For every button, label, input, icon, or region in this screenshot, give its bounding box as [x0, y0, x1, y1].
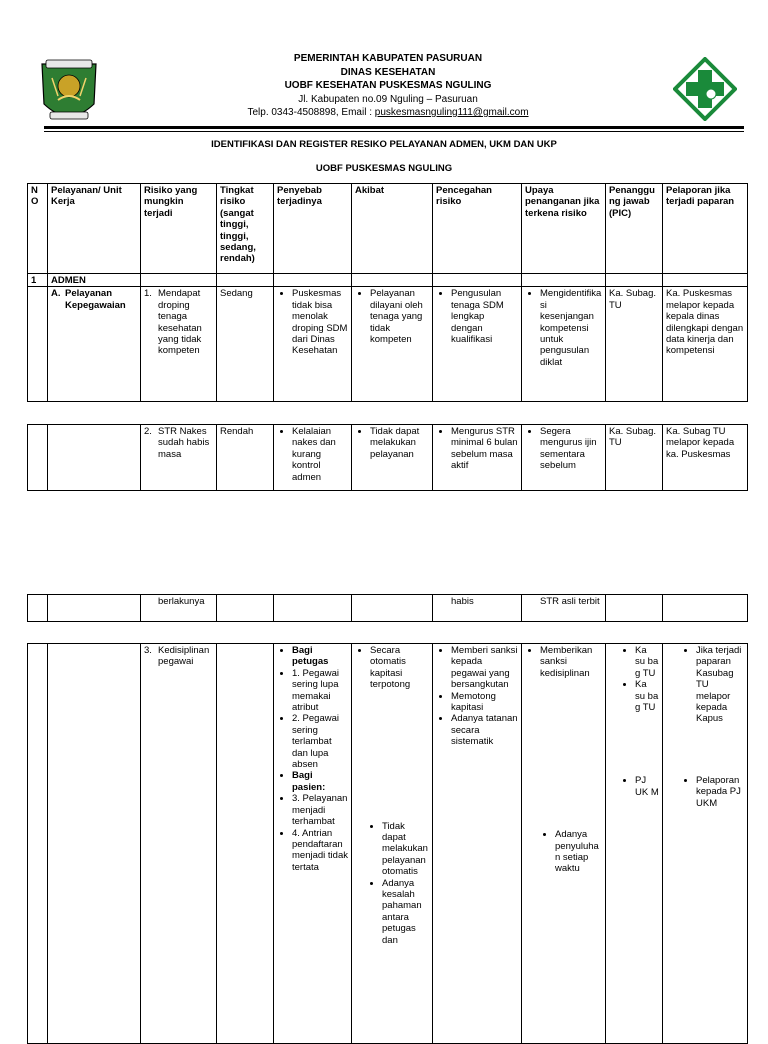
document-title: IDENTIFIKASI DAN REGISTER RESIKO PELAYANAN ADMEN, UKM DAN UKP [211, 139, 557, 150]
col-header-risk: Risiko yang mungkin terjadi [141, 184, 217, 274]
prevention-item: • Adanya tatanan secara sistematik [451, 713, 518, 747]
cause-item: • 1. Pegawai sering lupa memakai atribut [292, 668, 348, 714]
handling-cell [522, 287, 606, 402]
handling-item: • Adanya penyuluhan setiap waktu [555, 829, 602, 875]
unit-name: Pelayanan Kepegawaian [65, 288, 126, 311]
handling-cell-cont [522, 595, 606, 622]
address: Jl. Kabupaten no.09 Nguling – Pasuruan [298, 93, 478, 105]
pic-cell: Ka. Subag. TU [606, 287, 663, 402]
col-header-no: N O [28, 184, 48, 274]
col-header-effect: Akibat [352, 184, 433, 274]
prevention-cell [433, 644, 522, 1044]
cause-heading-staff: • Bagi petugas [292, 645, 348, 668]
handling-cell [522, 425, 606, 491]
prevention-text-cont: habis [451, 596, 474, 607]
pic-item: • Ka su ba g TU [635, 645, 659, 679]
cause-item: • 3. Pelayanan menjadi terhambat [292, 793, 348, 827]
cause-item: • Kelalaian nakes dan kurang kontrol admen [292, 426, 348, 483]
table-row [28, 644, 748, 1044]
cause-cell [274, 287, 352, 402]
col-header-level: Tingkat risiko (sangat tinggi, tinggi, sedang, rendah) [217, 184, 274, 274]
pic-item: • Ka su ba g TU [635, 679, 659, 713]
letterhead-text [200, 52, 576, 120]
unit-marker: A. [51, 288, 61, 300]
prevention-item: • Memotong kapitasi [451, 691, 518, 714]
col-header-handling: Upaya penanganan jika terkena risiko [522, 184, 606, 274]
col-header-unit: Pelayanan/ Unit Kerja [48, 184, 141, 274]
gov-name: PEMERINTAH KABUPATEN PASURUAN [293, 53, 483, 64]
prevention-item: • Pengusulan tenaga SDM lengkap dengan kualifikasi [451, 288, 518, 345]
risk-number: 2. [144, 426, 152, 437]
report-cell: Ka. Puskesmas melapor kepada kepala dinas dilengkapi dengan data kinerja dan kompetensi [663, 287, 748, 402]
dept-name: DINAS KESEHATAN [340, 66, 436, 78]
risk-text-cont: berlakunya [158, 596, 205, 607]
report-item: • Jika terjadi paparan Kasubag TU melapor kepada Kapus [696, 645, 744, 725]
prevention-cell [433, 287, 522, 402]
prevention-cell [433, 425, 522, 491]
section-no: 1 [28, 274, 48, 287]
risk-cell [141, 425, 217, 491]
cause-item: • 4. Antrian pendaftaran menjadi tidak tertata [292, 828, 348, 874]
effect-item: • Pelayanan dilayani oleh tenaga yang tidak kompeten [370, 288, 429, 345]
cause-item: • Puskesmas tidak bisa menolak droping SDM dari Dinas Kesehatan [292, 288, 348, 356]
letterhead [0, 0, 768, 130]
regency-crest-icon [38, 56, 100, 128]
report-item: • Pelaporan kepada PJ UKM [696, 775, 744, 809]
effect-item: • Tidak dapat melakukan pelayanan [370, 426, 429, 460]
risk-number: 3. [144, 645, 152, 656]
risk-register-table-1 [27, 183, 748, 402]
pic-item: • PJ UK M [635, 775, 659, 798]
table-row [28, 595, 748, 622]
contact-prefix: Telp. 0343-4508898, Email : [247, 107, 375, 118]
risk-cell [141, 644, 217, 1044]
effect-cell [352, 644, 433, 1044]
risk-cell [141, 287, 217, 402]
handling-item: • Segera mengurus ijin sementara sebelum [540, 426, 602, 472]
email-link[interactable]: puskesmasnguling111@gmail.com [374, 107, 529, 118]
level-cell: Sedang [217, 287, 274, 402]
col-header-cause: Penyebab terjadinya [274, 184, 352, 274]
handling-item: • Memberikan sanksi kedisiplinan [540, 645, 602, 679]
prevention-item: • Memberi sanksi kepada pegawai yang bersangkutan [451, 645, 518, 691]
col-header-prevention: Pencegahan risiko [433, 184, 522, 274]
col-header-report: Pelaporan jika terjadi paparan [663, 184, 748, 274]
handling-text-cont: STR asli terbit [540, 596, 600, 607]
health-cross-icon [673, 57, 737, 121]
effect-cell [352, 425, 433, 491]
document-subtitle: UOBF PUSKESMAS NGULING [315, 163, 453, 174]
unit-name: UOBF KESEHATAN PUSKESMAS NGULING [284, 80, 492, 91]
risk-text: Kedisiplinan pegawai [158, 645, 210, 668]
cause-item: • 2. Pegawai sering terlambat dan lupa absen [292, 713, 348, 770]
risk-register-table-2 [27, 424, 748, 491]
table-row [28, 425, 748, 491]
report-cell [663, 644, 748, 1044]
prevention-cell-cont [433, 595, 522, 622]
risk-text: STR Nakes sudah habis masa [158, 426, 210, 460]
handling-cell [522, 644, 606, 1044]
risk-number: 1. [144, 288, 152, 300]
risk-register-table-3 [27, 594, 748, 622]
header-rule-thin [44, 131, 744, 132]
effect-item: • Adanya kesalah pahaman antara petugas dan [382, 878, 429, 946]
risk-register-table-4 [27, 643, 748, 1044]
section-row [28, 274, 748, 287]
pic-cell [606, 644, 663, 1044]
effect-cell [352, 287, 433, 402]
section-name: ADMEN [48, 274, 141, 287]
cause-heading-patient: • Bagi pasien: [292, 770, 348, 793]
effect-item: • Tidak dapat melakukan pelayanan otomatis [382, 821, 429, 878]
risk-cell-cont [141, 595, 217, 622]
handling-item: • Mengidentifikasi kesenjangan kompetensi untuk pengusulan diklat [540, 288, 602, 368]
header-rule-thick [44, 126, 744, 129]
contact-line [200, 106, 576, 120]
cause-cell [274, 644, 352, 1044]
unit-cell [48, 287, 141, 402]
level-cell: Rendah [217, 425, 274, 491]
col-header-pic: Penanggung jawab (PIC) [606, 184, 663, 274]
report-cell: Ka. Subag TU melapor kepada ka. Puskesmas [663, 425, 748, 491]
prevention-item: • Mengurus STR minimal 6 bulan sebelum masa aktif [451, 426, 518, 472]
table-header-row [28, 184, 748, 274]
risk-text: Mendapat droping tenaga kesehatan yang tidak kompeten [158, 288, 202, 357]
effect-item: • Secara otomatis kapitasi terpotong [370, 645, 429, 691]
cause-cell [274, 425, 352, 491]
pic-cell: Ka. Subag. TU [606, 425, 663, 491]
table-row [28, 287, 748, 402]
